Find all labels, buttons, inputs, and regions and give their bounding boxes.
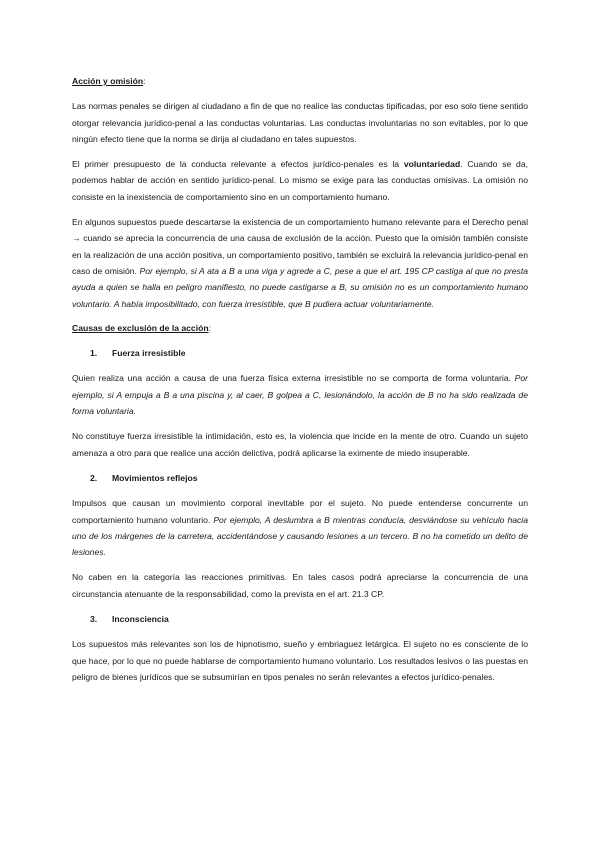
example-text: Por ejemplo, si A ata a B a una viga y agrede a C, pese a que el art. 195 CP castiga al que no presta ayuda a quien se halla en peligro manifiesto, no puede castigarse a B, su omisión no es un comportamiento humano voluntario. A había imposibilitado, con fuerza irresistible, que B pudiera actuar voluntariamente.	[72, 265, 528, 309]
example-text: Por ejemplo, A deslumbra a B mientras conducía, desviándose su vehículo hacia uno de los márgenes de la carretera, accidentándose y causando lesiones a un tercero. B no ha cometido un delito de lesiones.	[72, 514, 528, 558]
paragraph: Quien realiza una acción a causa de una fuerza física externa irresistible no se comporta de forma voluntaria. Por ejemplo, si A empuja a B a una piscina y, al caer, B golpea a C, lesionándolo, la acción de B no ha sido realizada de forma voluntaria.	[72, 373, 528, 417]
paragraph: Las normas penales se dirigen al ciudadano a fin de que no realice las conductas tipificadas, por eso solo tiene sentido otorgar relevancia jurídico-penal a las conductas voluntarias. Las conductas involuntarias no son evitables, por lo que ningún efecto tiene que la norma se dirija al ciudadano en tales supuestos.	[72, 101, 528, 144]
paragraph: No caben en la categoría las reacciones primitivas. En tales casos podrá apreciarse la concurrencia de una circunstancia atenuante de la responsabilidad, como la prevista en el art. 21.3 CP.	[72, 572, 528, 599]
heading-text: Acción y omisión	[72, 76, 144, 86]
list-item-heading: 1. Fuerza irresistible	[90, 348, 186, 359]
paragraph: No constituye fuerza irresistible la intimidación, esto es, la violencia que incide en la mente de otro. Cuando un sujeto amenaza a otro para que realice una acción delictiva, podrá aplicarse la eximente de miedo insuperable.	[72, 431, 528, 458]
section-heading-accion-omision: Acción y omisión:	[72, 76, 146, 86]
list-item-heading: 3. Inconsciencia	[90, 614, 169, 625]
paragraph: El primer presupuesto de la conducta relevante a efectos jurídico-penales es la voluntariedad. Cuando se da, podemos hablar de acción en sentido jurídico-penal. Lo mismo se exige para las conductas omisivas. La omisión no consiste en la inexistencia de comportamiento sino en un comportamiento humano.	[72, 159, 529, 202]
bold-term: voluntariedad	[403, 159, 461, 170]
example-text: Por ejemplo, si A empuja a B a una piscina y, al caer, B golpea a C, lesionándolo, la acción de B no ha sido realizada de forma voluntaria.	[72, 373, 528, 417]
list-item-heading: 2. Movimientos reflejos	[90, 472, 198, 483]
section-heading-causas-exclusion: Causas de exclusión de la acción:	[72, 322, 211, 333]
heading-text: Causas de exclusión de la acción	[72, 322, 209, 333]
paragraph: En algunos supuestos puede descartarse la existencia de un comportamiento humano relevante para el Derecho penal → cuando se aprecia la concurrencia de una causa de exclusión de la acción. Puesto que la omisión también consiste en la realización de una acción positiva, un comportamiento positivo, también se excluirá la relevancia jurídico-penal en caso de omisión. Por ejemplo, si A ata a B a una viga y agrede a C, pese a que el art. 195 CP castiga al que no presta ayuda a quien se halla en peligro manifiesto, no puede castigarse a B, su omisión no es un comportamiento humano voluntario. A había imposibilitado, con fuerza irresistible, que B pudiera actuar voluntariamente.	[72, 217, 528, 309]
paragraph: Los supuestos más relevantes son los de hipnotismo, sueño y embriaguez letárgica. El sujeto no es consciente de lo que hace, por lo que no puede hablarse de comportamiento humano voluntario. Los resultados lesivos o las puestas en peligro de bienes jurídicos que se subsumirían en tipos penales no serán relevantes a efectos jurídico-penales.	[72, 639, 528, 682]
paragraph: Impulsos que causan un movimiento corporal inevitable por el sujeto. No puede entenderse concurrente un comportamiento humano voluntario. Por ejemplo, A deslumbra a B mientras conducía, desviándose su vehículo hacia uno de los márgenes de la carretera, accidentándose y causando lesiones a un tercero. B no ha cometido un delito de lesiones.	[72, 498, 528, 558]
